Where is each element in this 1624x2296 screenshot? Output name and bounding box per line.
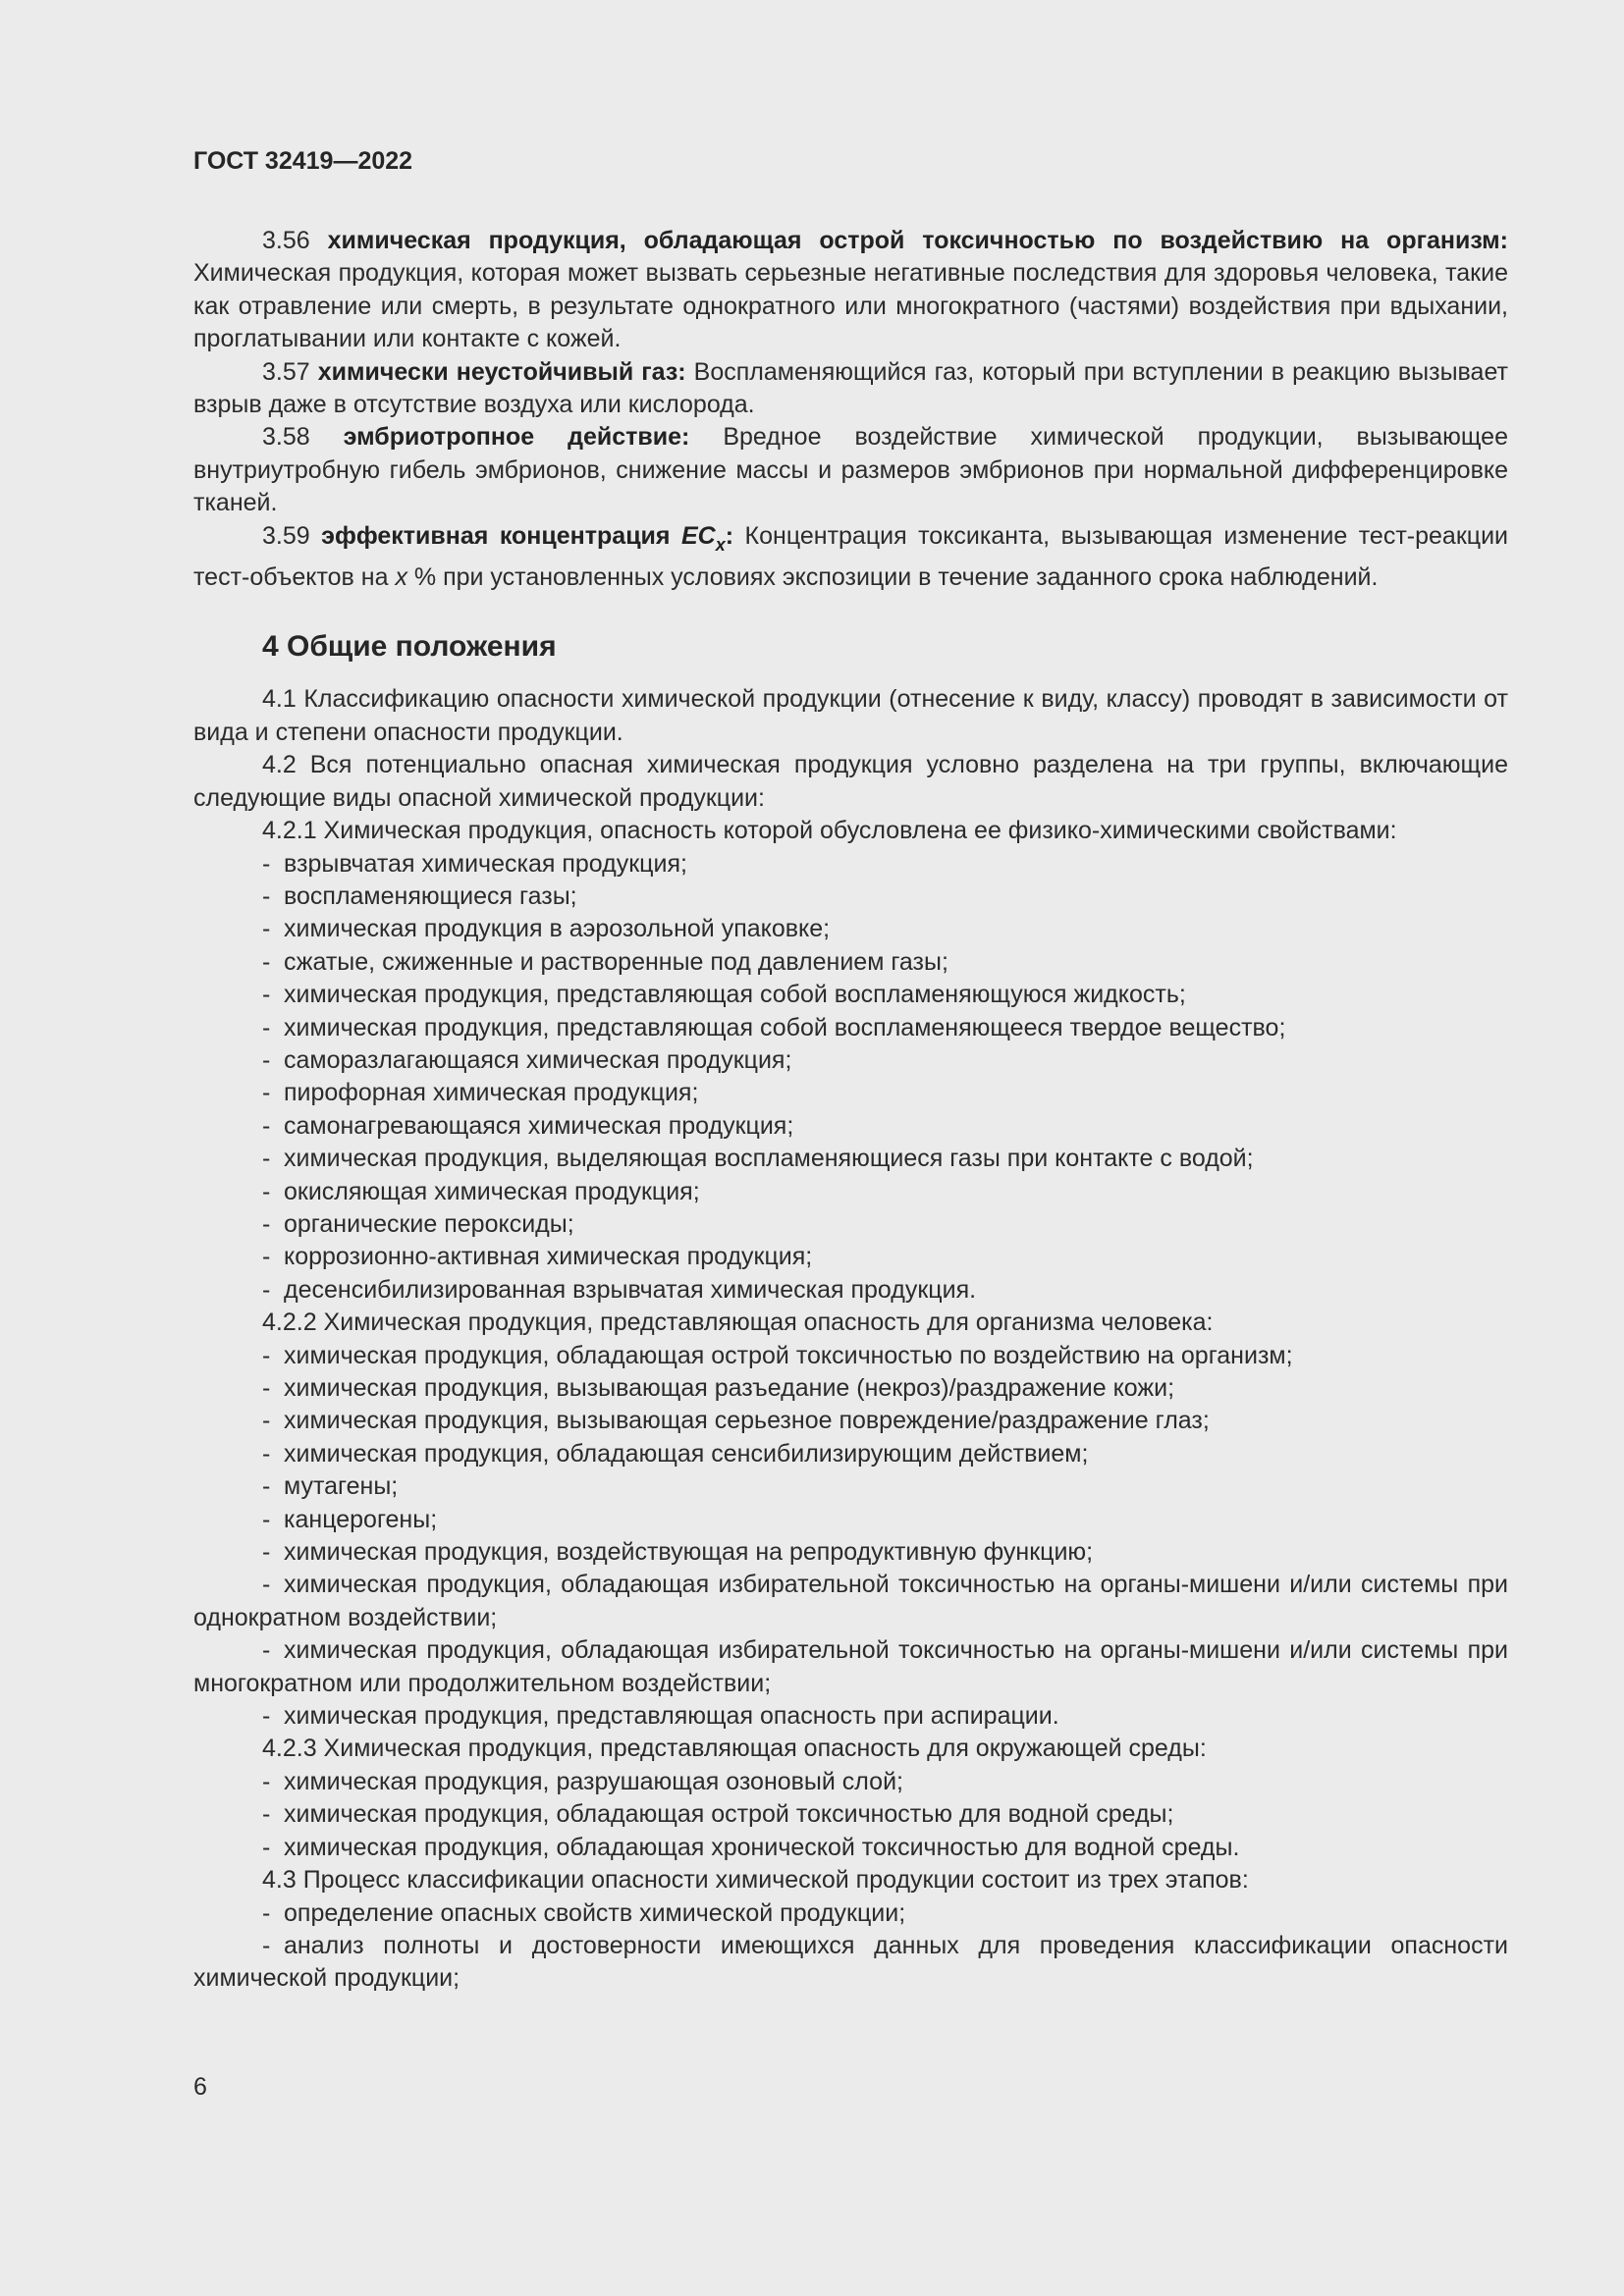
list-item: - химическая продукция, разрушающая озоновый слой; [262,1767,903,1795]
paragraph-4-2-3: 4.2.3 Химическая продукция, представляющая опасность для окружающей среды: [262,1735,1207,1763]
definition-3-56: 3.56 химическая продукция, обладающая острой токсичностью по воздействию на организм: Химическая продукция, которая может вызвать серьезные негативные последствия для здоровья человека, такие как отравление или смерть, в результате однократного или многократного (частями) воздействия при вдыхании, проглатывании или контакте с кожей. [193,227,1508,353]
term: эмбриотропное действие: [343,423,690,452]
page-number: 6 [193,2073,207,2101]
list-item: - химическая продукция, представляющая собой воспламеняющуюся жидкость; [262,981,1186,1009]
list-4-2-3 [193,1766,1508,1864]
list-4-2-1 [193,848,1508,1308]
list-4-3 [193,1897,1508,1930]
list-item: - органические пероксиды; [262,1209,574,1238]
list-item: - мутагены; [262,1472,399,1501]
paragraph-4-3: 4.3 Процесс классификации опасности химической продукции состоит из трех этапов: [262,1866,1249,1895]
list-item: - канцерогены; [262,1505,438,1533]
list-item: - химическая продукция, представляющая собой воспламеняющееся твердое вещество; [262,1013,1286,1041]
list-item: - определение опасных свойств химической продукции; [262,1898,906,1927]
section-title: 4 Общие положения [262,630,557,664]
list-item: - воспламеняющиеся газы; [262,881,577,910]
list-item: - химическая продукция, обладающая избирательной токсичностью на органы-мишени и/или системы при однократном воздействии; [193,1571,1508,1631]
list-item: - самонагревающаяся химическая продукция; [262,1111,794,1140]
list-item: - химическая продукция, обладающая хронической токсичностью для водной среды. [262,1833,1240,1861]
definition-3-58: 3.58 эмбриотропное действие: Вредное воздействие химической продукции, вызывающее внутриутробную гибель эмбрионов, снижение массы и размеров эмбрионов при нормальной дифференцировке тканей. [193,423,1508,517]
list-item: - химическая продукция, выделяющая воспламеняющиеся газы при контакте с водой; [262,1145,1254,1173]
paragraph-4-1: 4.1 Классификацию опасности химической продукции (отнесение к виду, классу) проводят в зависимости от вида и степени опасности продукции. [193,685,1508,746]
list-item: - химическая продукция, обладающая избирательной токсичностью на органы-мишени и/или системы при многократном или продолжительном воздействии; [193,1636,1508,1697]
list-item: - окисляющая химическая продукция; [262,1177,700,1205]
list-item: - сжатые, сжиженные и растворенные под давлением газы; [262,947,948,976]
definition-3-57: 3.57 химически неустойчивый газ: Воспламеняющийся газ, который при вступлении в реакцию вызывает взрыв даже в отсутствие воздуха или кислорода. [193,357,1508,419]
term: эффективная концентрация $EC_x$: [321,521,734,555]
list-item: - химическая продукция, представляющая опасность при аспирации. [262,1702,1059,1731]
document-body [193,225,1508,1996]
list-4-2-2-wrapped [193,1569,1508,1700]
list-item: - пирофорная химическая продукция; [262,1079,699,1107]
list-item: - саморазлагающаяся химическая продукция; [262,1045,792,1074]
term: химически неустойчивый газ: [317,357,686,386]
list-item: - анализ полноты и достоверности имеющихся данных для проведения классификации опасности химической продукции; [193,1931,1508,1993]
list-item: - взрывчатая химическая продукция; [262,849,687,878]
list-item: - химическая продукция, вызывающая разъедание (некроз)/раздражение кожи; [262,1374,1175,1402]
list-item: - химическая продукция, воздействующая на репродуктивную функцию; [262,1538,1094,1567]
paragraph-4-2: 4.2 Вся потенциально опасная химическая продукция условно разделена на три группы, включающие следующие виды опасной химической продукции: [193,751,1508,812]
paragraph-4-2-2: 4.2.2 Химическая продукция, представляющая опасность для организма человека: [262,1308,1214,1337]
document-header: ГОСТ 32419—2022 [193,147,413,175]
list-item: - химическая продукция в аэрозольной упаковке; [262,915,831,943]
term: химическая продукция, обладающая острой токсичностью по воздействию на организм: [327,227,1508,254]
list-item: - десенсибилизированная взрывчатая химическая продукция. [262,1275,977,1304]
list-item: - химическая продукция, вызывающая серьезное повреждение/раздражение глаз; [262,1407,1210,1435]
list-item: - химическая продукция, обладающая острой токсичностью для водной среды; [262,1800,1174,1829]
list-item: - химическая продукция, обладающая острой токсичностью по воздействию на организм; [262,1341,1293,1369]
definition-3-59: 3.59 эффективная концентрация $EC_x$: Концентрация токсиканта, вызывающая изменение тест-реакции тест-объектов на x % при установленных условиях экспозиции в течение заданного срока наблюдений. [193,521,1509,592]
paragraph-4-2-1: 4.2.1 Химическая продукция, опасность которой обусловлена ее физико-химическими свойствами: [262,817,1397,845]
list-item: - химическая продукция, обладающая сенсибилизирующим действием; [262,1439,1089,1468]
list-item: - коррозионно-активная химическая продукция; [262,1243,813,1271]
list-4-2-2 [193,1340,1508,1570]
